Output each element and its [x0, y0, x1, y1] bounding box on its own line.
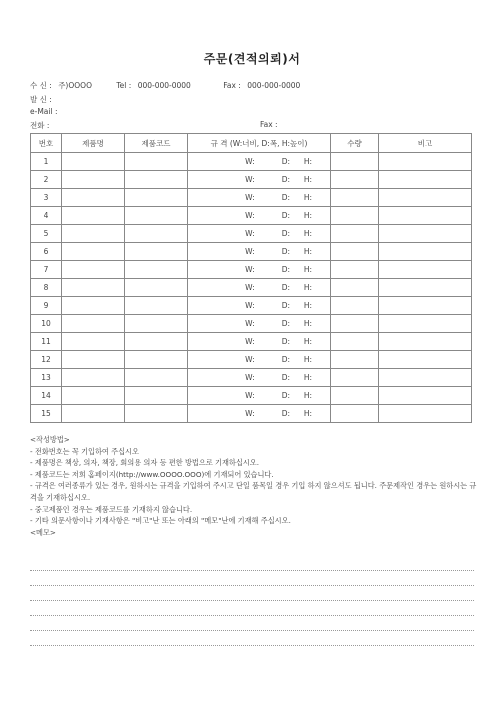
fax-label: Fax : — [223, 81, 241, 90]
product-name-cell[interactable] — [62, 261, 125, 279]
email-label: e-Mail : — [30, 107, 58, 116]
col-header-product-code: 제품코드 — [125, 134, 188, 153]
spec-d: D: — [281, 265, 291, 274]
remarks-cell[interactable] — [379, 261, 472, 279]
spec-w: W: — [245, 337, 255, 346]
table-row — [31, 261, 472, 279]
product-code-cell[interactable] — [125, 171, 188, 189]
spec-cell[interactable] — [188, 405, 331, 423]
table-row — [31, 243, 472, 261]
remarks-cell[interactable] — [379, 297, 472, 315]
spec-d: D: — [281, 319, 291, 328]
row-number: 14 — [31, 387, 62, 405]
table-header-row — [31, 134, 472, 153]
spec-d: D: — [281, 301, 291, 310]
spec-w: W: — [245, 355, 255, 364]
table-row — [31, 225, 472, 243]
tel-label: Tel : — [116, 81, 132, 90]
row-number: 3 — [31, 189, 62, 207]
product-name-cell[interactable] — [62, 279, 125, 297]
spec-cell[interactable] — [188, 153, 331, 171]
quantity-cell[interactable] — [331, 333, 379, 351]
memo-line[interactable] — [30, 586, 474, 601]
recipient-line — [30, 80, 300, 91]
product-code-cell[interactable] — [125, 351, 188, 369]
row-number: 5 — [31, 225, 62, 243]
sender-label: 발 신 : — [30, 95, 52, 104]
remarks-cell[interactable] — [379, 405, 472, 423]
spec-w: W: — [245, 247, 255, 256]
product-code-cell[interactable] — [125, 153, 188, 171]
phone-line — [30, 120, 350, 131]
instruction-item: - 제품코드는 저희 홈페이지(http://www.OOOO.OOO)에 기재되어 있습니다. — [30, 469, 274, 479]
instructions — [30, 434, 478, 538]
table-row — [31, 333, 472, 351]
quantity-cell[interactable] — [331, 153, 379, 171]
memo-heading: <메모> — [30, 527, 56, 537]
document-title: 주문(견적의뢰)서 — [203, 52, 301, 66]
quantity-cell[interactable] — [331, 225, 379, 243]
remarks-cell[interactable] — [379, 315, 472, 333]
spec-d: D: — [281, 355, 291, 364]
table-row — [31, 153, 472, 171]
quantity-cell[interactable] — [331, 351, 379, 369]
row-number: 4 — [31, 207, 62, 225]
spec-d: D: — [281, 193, 291, 202]
row-number: 6 — [31, 243, 62, 261]
instruction-item: - 중고제품인 경우는 제품코드를 기재하지 않습니다. — [30, 504, 193, 514]
row-number: 11 — [31, 333, 62, 351]
col-header-quantity: 수량 — [331, 134, 379, 153]
product-name-cell[interactable] — [62, 171, 125, 189]
spec-cell[interactable] — [188, 387, 331, 405]
spec-h: H: — [303, 301, 313, 310]
phone-label: 전화 : — [30, 121, 50, 130]
product-code-cell[interactable] — [125, 369, 188, 387]
table-row — [31, 189, 472, 207]
spec-w: W: — [245, 391, 255, 400]
quantity-cell[interactable] — [331, 369, 379, 387]
product-code-cell[interactable] — [125, 189, 188, 207]
row-number: 13 — [31, 369, 62, 387]
spec-w: W: — [245, 409, 255, 418]
table-row — [31, 351, 472, 369]
tel-value: 000-000-0000 — [137, 81, 191, 90]
instruction-item: - 전화번호는 꼭 기입하여 주십시오 — [30, 446, 139, 456]
spec-w: W: — [245, 283, 255, 292]
spec-w: W: — [245, 301, 255, 310]
to-label: 수 신 : — [30, 81, 52, 90]
col-header-remarks: 비고 — [379, 134, 472, 153]
memo-line[interactable] — [30, 631, 474, 646]
remarks-cell[interactable] — [379, 189, 472, 207]
memo-line[interactable] — [30, 616, 474, 631]
quantity-cell[interactable] — [331, 279, 379, 297]
remarks-cell[interactable] — [379, 279, 472, 297]
spec-d: D: — [281, 283, 291, 292]
table-row — [31, 207, 472, 225]
spec-h: H: — [303, 247, 313, 256]
product-code-cell[interactable] — [125, 243, 188, 261]
fax2-label: Fax : — [260, 120, 278, 129]
spec-cell[interactable] — [188, 243, 331, 261]
quantity-cell[interactable] — [331, 261, 379, 279]
product-name-cell[interactable] — [62, 153, 125, 171]
spec-h: H: — [303, 175, 313, 184]
spec-h: H: — [303, 409, 313, 418]
row-number: 8 — [31, 279, 62, 297]
spec-h: H: — [303, 373, 313, 382]
memo-area[interactable] — [30, 556, 474, 646]
quantity-cell[interactable] — [331, 315, 379, 333]
spec-d: D: — [281, 175, 291, 184]
remarks-cell[interactable] — [379, 153, 472, 171]
row-number: 12 — [31, 351, 62, 369]
spec-cell[interactable] — [188, 207, 331, 225]
quantity-cell[interactable] — [331, 171, 379, 189]
product-code-cell[interactable] — [125, 405, 188, 423]
product-code-cell[interactable] — [125, 315, 188, 333]
product-name-cell[interactable] — [62, 243, 125, 261]
product-name-cell[interactable] — [62, 189, 125, 207]
spec-d: D: — [281, 211, 291, 220]
row-number: 7 — [31, 261, 62, 279]
spec-d: D: — [281, 157, 291, 166]
order-table — [30, 133, 472, 423]
product-name-cell[interactable] — [62, 315, 125, 333]
spec-w: W: — [245, 211, 255, 220]
spec-cell[interactable] — [188, 315, 331, 333]
quantity-cell[interactable] — [331, 387, 379, 405]
spec-cell[interactable] — [188, 351, 331, 369]
remarks-cell[interactable] — [379, 351, 472, 369]
table-row — [31, 171, 472, 189]
spec-h: H: — [303, 229, 313, 238]
spec-d: D: — [281, 337, 291, 346]
remarks-cell[interactable] — [379, 333, 472, 351]
spec-h: H: — [303, 355, 313, 364]
product-name-cell[interactable] — [62, 387, 125, 405]
spec-w: W: — [245, 265, 255, 274]
spec-w: W: — [245, 319, 255, 328]
table-row — [31, 387, 472, 405]
instruction-item: - 제품명은 책상, 의자, 책장, 회의용 의자 등 편한 방법으로 기재하십시오. — [30, 458, 259, 468]
quantity-cell[interactable] — [331, 189, 379, 207]
spec-w: W: — [245, 229, 255, 238]
spec-h: H: — [303, 337, 313, 346]
spec-h: H: — [303, 265, 313, 274]
col-header-spec: 규 격 (W:너비, D:폭, H:높이) — [188, 134, 331, 153]
row-number: 9 — [31, 297, 62, 315]
remarks-cell[interactable] — [379, 369, 472, 387]
product-code-cell[interactable] — [125, 279, 188, 297]
row-number: 2 — [31, 171, 62, 189]
spec-h: H: — [303, 283, 313, 292]
spec-h: H: — [303, 211, 313, 220]
product-code-cell[interactable] — [125, 225, 188, 243]
spec-cell[interactable] — [188, 261, 331, 279]
remarks-cell[interactable] — [379, 243, 472, 261]
instruction-item: - 기타 의문사항이나 기재사항은 "비고"난 또는 아래의 "메모"난에 기재해 주십시오. — [30, 516, 291, 526]
spec-w: W: — [245, 175, 255, 184]
product-code-cell[interactable] — [125, 261, 188, 279]
spec-cell[interactable] — [188, 171, 331, 189]
product-name-cell[interactable] — [62, 297, 125, 315]
spec-w: W: — [245, 373, 255, 382]
row-number: 10 — [31, 315, 62, 333]
product-name-cell[interactable] — [62, 405, 125, 423]
spec-d: D: — [281, 391, 291, 400]
product-name-cell[interactable] — [62, 333, 125, 351]
quantity-cell[interactable] — [331, 405, 379, 423]
instructions-heading: <작성방법> — [30, 435, 70, 444]
product-name-cell[interactable] — [62, 207, 125, 225]
spec-w: W: — [245, 193, 255, 202]
col-header-product-name: 제품명 — [62, 134, 125, 153]
fax-value: 000-000-0000 — [247, 81, 301, 90]
col-header-number: 번호 — [31, 134, 62, 153]
spec-d: D: — [281, 229, 291, 238]
table-row — [31, 405, 472, 423]
memo-line[interactable] — [30, 556, 474, 571]
spec-d: D: — [281, 247, 291, 256]
product-code-cell[interactable] — [125, 333, 188, 351]
spec-cell[interactable] — [188, 333, 331, 351]
product-code-cell[interactable] — [125, 207, 188, 225]
table-row — [31, 297, 472, 315]
table-row — [31, 279, 472, 297]
spec-w: W: — [245, 157, 255, 166]
quantity-cell[interactable] — [331, 243, 379, 261]
spec-h: H: — [303, 193, 313, 202]
product-code-cell[interactable] — [125, 387, 188, 405]
spec-cell[interactable] — [188, 189, 331, 207]
spec-h: H: — [303, 157, 313, 166]
spec-d: D: — [281, 409, 291, 418]
remarks-cell[interactable] — [379, 225, 472, 243]
product-name-cell[interactable] — [62, 369, 125, 387]
spec-cell[interactable] — [188, 297, 331, 315]
quantity-cell[interactable] — [331, 297, 379, 315]
product-name-cell[interactable] — [62, 351, 125, 369]
spec-d: D: — [281, 373, 291, 382]
spec-h: H: — [303, 391, 313, 400]
memo-line[interactable] — [30, 601, 474, 616]
instruction-item: - 규격은 여러종류가 있는 경우, 원하시는 규격을 기입하여 주시고 단일 품목일 경우 기입 하지 않으셔도 됩니다. 주문제작인 경우는 원하시는 규격을 기재하십시오. — [30, 481, 477, 502]
spec-h: H: — [303, 319, 313, 328]
row-number: 1 — [31, 153, 62, 171]
spec-cell[interactable] — [188, 225, 331, 243]
row-number: 15 — [31, 405, 62, 423]
spec-cell[interactable] — [188, 279, 331, 297]
table-row — [31, 315, 472, 333]
remarks-cell[interactable] — [379, 171, 472, 189]
memo-line[interactable] — [30, 571, 474, 586]
quantity-cell[interactable] — [331, 207, 379, 225]
table-row — [31, 369, 472, 387]
to-value: 주)OOOO — [58, 81, 92, 90]
remarks-cell[interactable] — [379, 387, 472, 405]
product-name-cell[interactable] — [62, 225, 125, 243]
remarks-cell[interactable] — [379, 207, 472, 225]
spec-cell[interactable] — [188, 369, 331, 387]
product-code-cell[interactable] — [125, 297, 188, 315]
